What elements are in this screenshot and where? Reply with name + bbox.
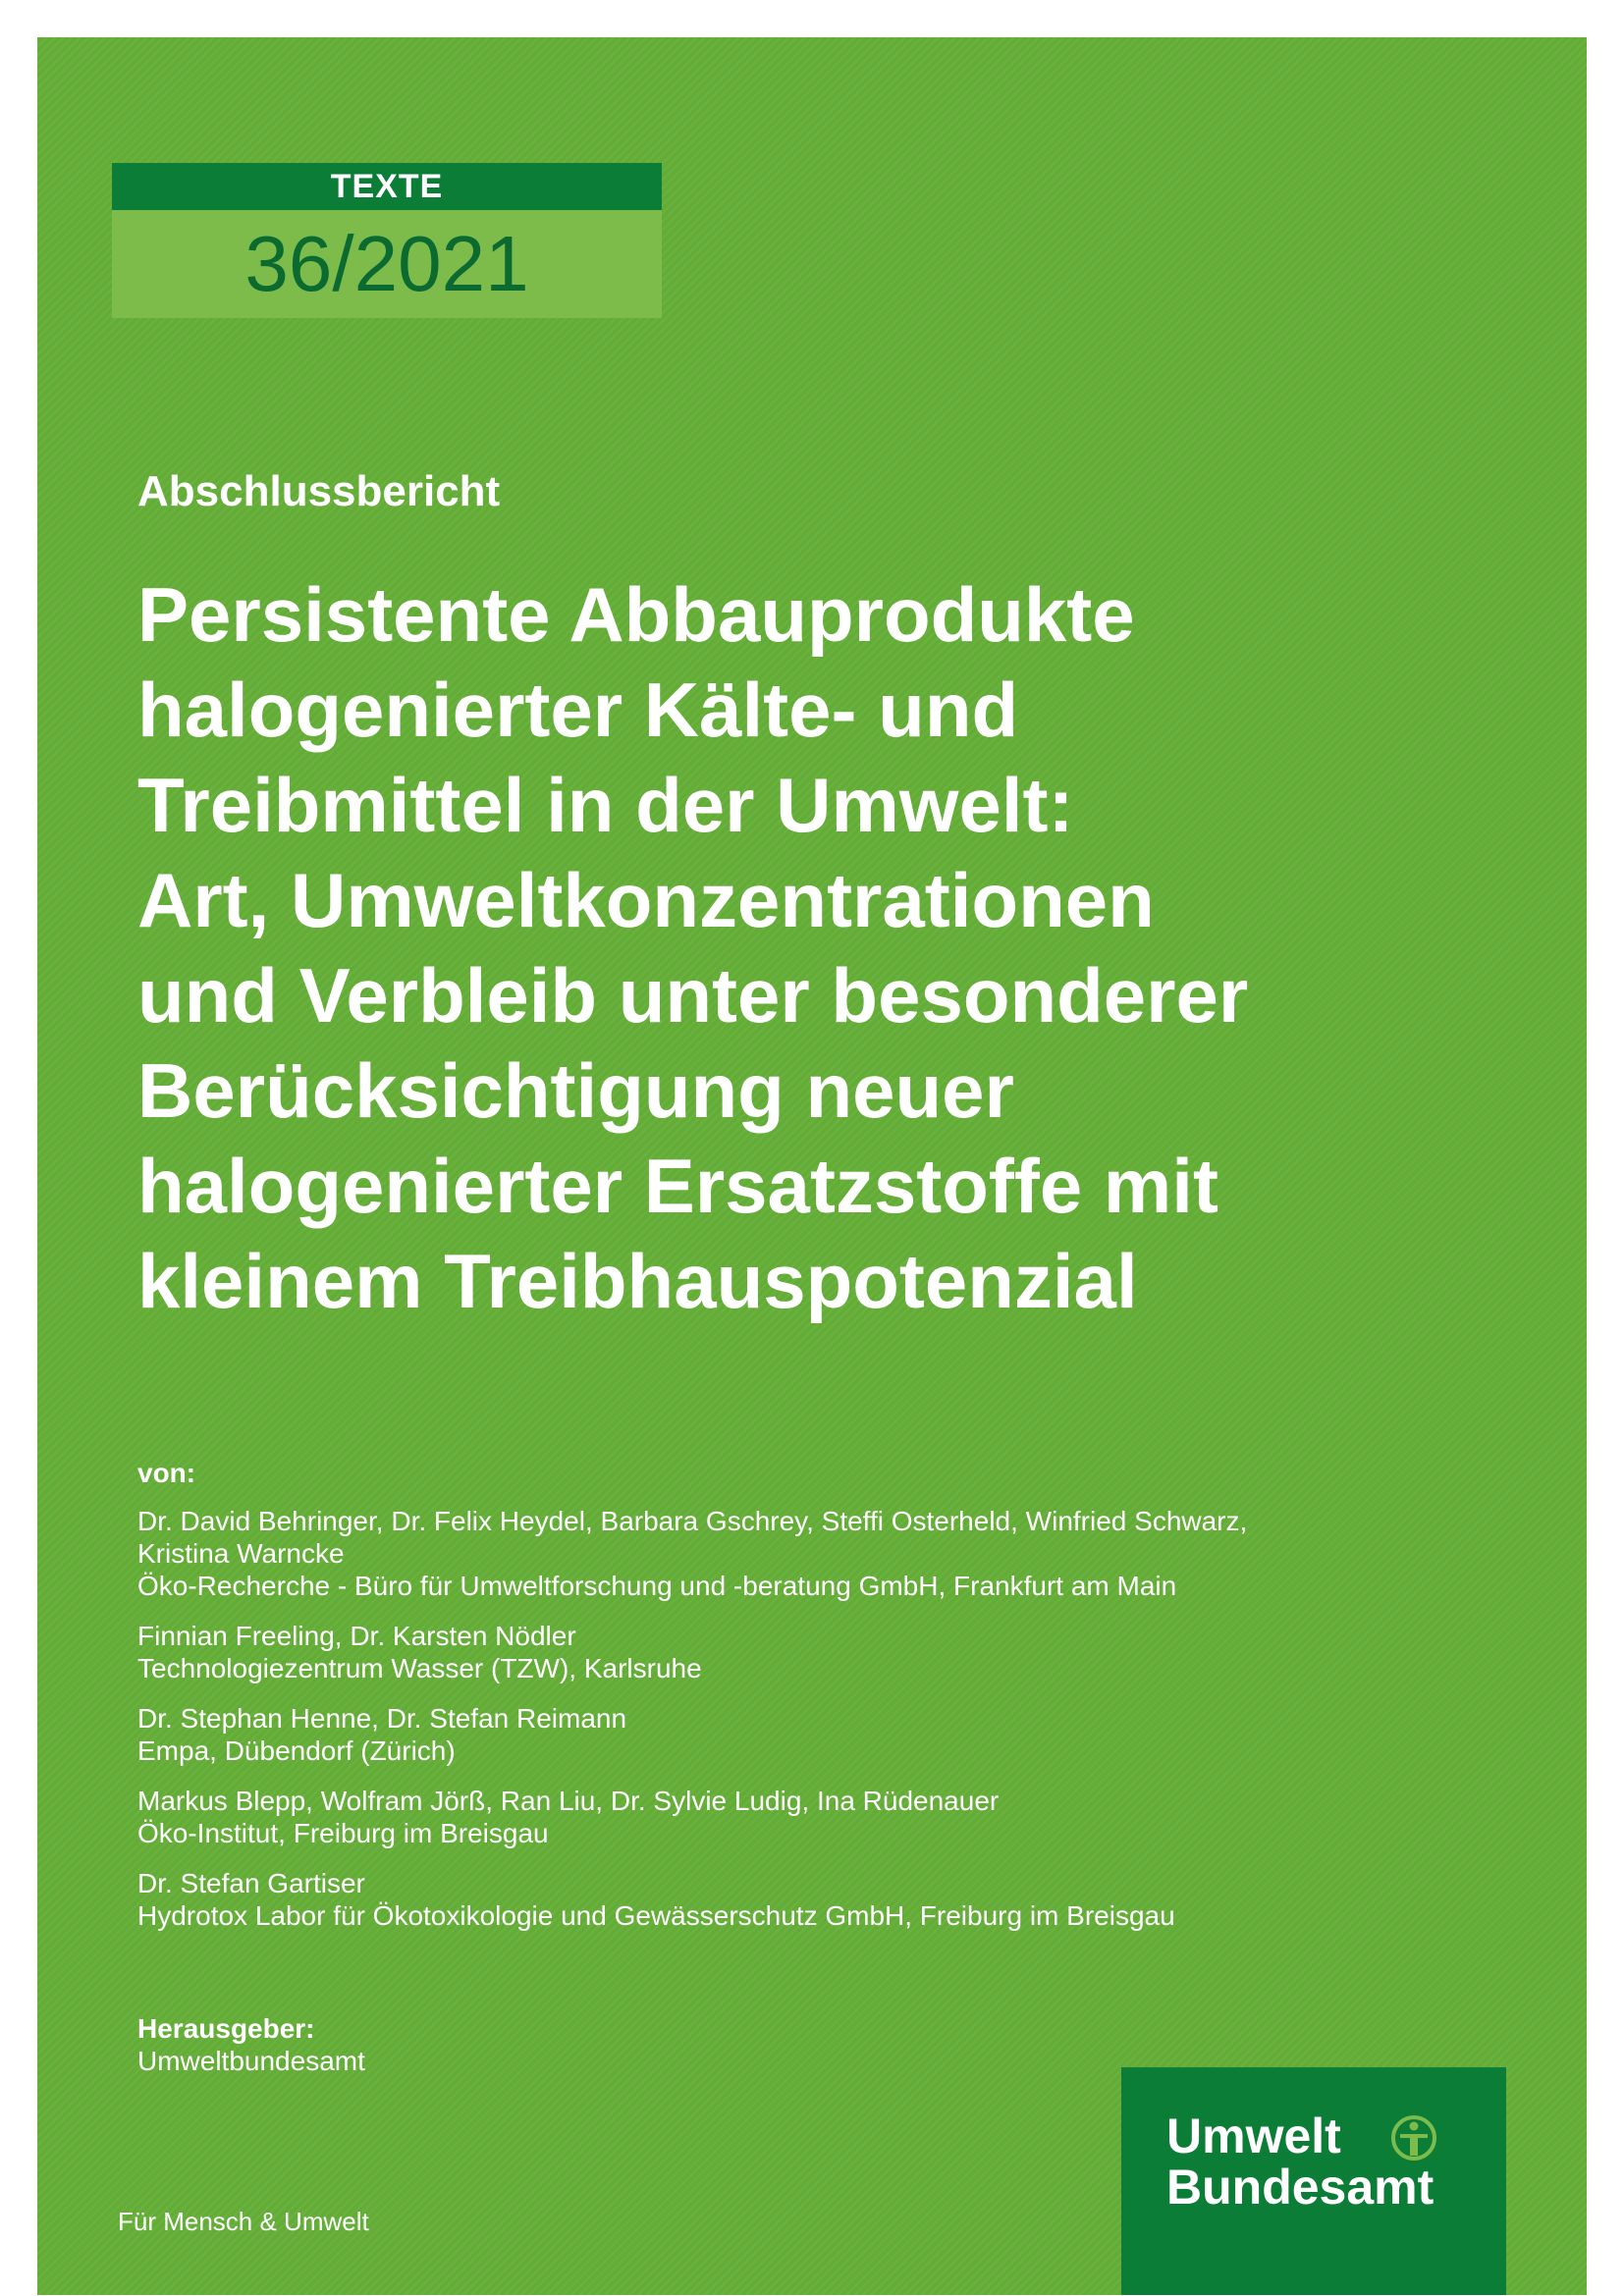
title-line: kleinem Treibhauspotenzial bbox=[137, 1238, 1138, 1324]
publisher-section bbox=[137, 2012, 365, 2077]
institution-line: Technologiezentrum Wasser (TZW), Karlsruhe bbox=[137, 1653, 702, 1683]
title-line: und Verbleib unter besonderer bbox=[137, 952, 1249, 1039]
author-group bbox=[137, 1620, 1512, 1684]
author-line: Markus Blepp, Wolfram Jörß, Ran Liu, Dr. Sylvie Ludig, Ina Rüdenauer bbox=[137, 1786, 1000, 1816]
author-line: Kristina Warncke bbox=[137, 1538, 345, 1569]
person-in-circle-icon bbox=[1390, 2114, 1437, 2162]
logo-line-umwelt: Umwelt bbox=[1166, 2109, 1341, 2163]
author-line: Dr. Stefan Gartiser bbox=[137, 1868, 365, 1898]
title-line: halogenierter Kälte- und bbox=[137, 667, 1019, 753]
title-line: Treibmittel in der Umwelt: bbox=[137, 762, 1074, 848]
title-line: halogenierter Ersatzstoffe mit bbox=[137, 1143, 1218, 1229]
series-number: 36/2021 bbox=[112, 210, 662, 318]
author-line: Dr. David Behringer, Dr. Felix Heydel, Barbara Gschrey, Steffi Osterheld, Winfried Schwarz, bbox=[137, 1506, 1248, 1536]
series-label: TEXTE bbox=[112, 163, 662, 210]
author-line: Finnian Freeling, Dr. Karsten Nödler bbox=[137, 1621, 576, 1651]
cover-page bbox=[37, 37, 1587, 2295]
author-group bbox=[137, 1867, 1512, 1932]
author-group bbox=[137, 1785, 1512, 1849]
author-group bbox=[137, 1702, 1512, 1767]
institution-line: Empa, Dübendorf (Zürich) bbox=[137, 1735, 456, 1766]
institution-line: Hydrotox Labor für Ökotoxikologie und Gewässerschutz GmbH, Freiburg im Breisgau bbox=[137, 1900, 1175, 1931]
publisher-label: Herausgeber: bbox=[137, 2013, 315, 2044]
title-line: Berücksichtigung neuer bbox=[137, 1047, 1014, 1134]
series-badge bbox=[112, 163, 662, 318]
publisher-name: Umweltbundesamt bbox=[137, 2046, 365, 2076]
authors-label: von: bbox=[137, 1458, 196, 1488]
logo-line-bundesamt: Bundesamt bbox=[1166, 2160, 1435, 2215]
institution-line: Öko-Recherche - Büro für Umweltforschung und -beratung GmbH, Frankfurt am Main bbox=[137, 1571, 1177, 1601]
author-line: Dr. Stephan Henne, Dr. Stefan Reimann bbox=[137, 1703, 627, 1734]
author-group bbox=[137, 1505, 1512, 1602]
institution-line: Öko-Institut, Freiburg im Breisgau bbox=[137, 1818, 549, 1848]
title-line: Persistente Abbauprodukte bbox=[137, 571, 1135, 658]
report-title bbox=[137, 567, 1551, 1329]
uba-logo bbox=[1121, 2067, 1506, 2295]
title-line: Art, Umweltkonzentrationen bbox=[137, 857, 1155, 943]
document-type: Abschlussbericht bbox=[137, 467, 501, 515]
authors-section bbox=[137, 1457, 1512, 1949]
slogan: Für Mensch & Umwelt bbox=[118, 2207, 369, 2236]
